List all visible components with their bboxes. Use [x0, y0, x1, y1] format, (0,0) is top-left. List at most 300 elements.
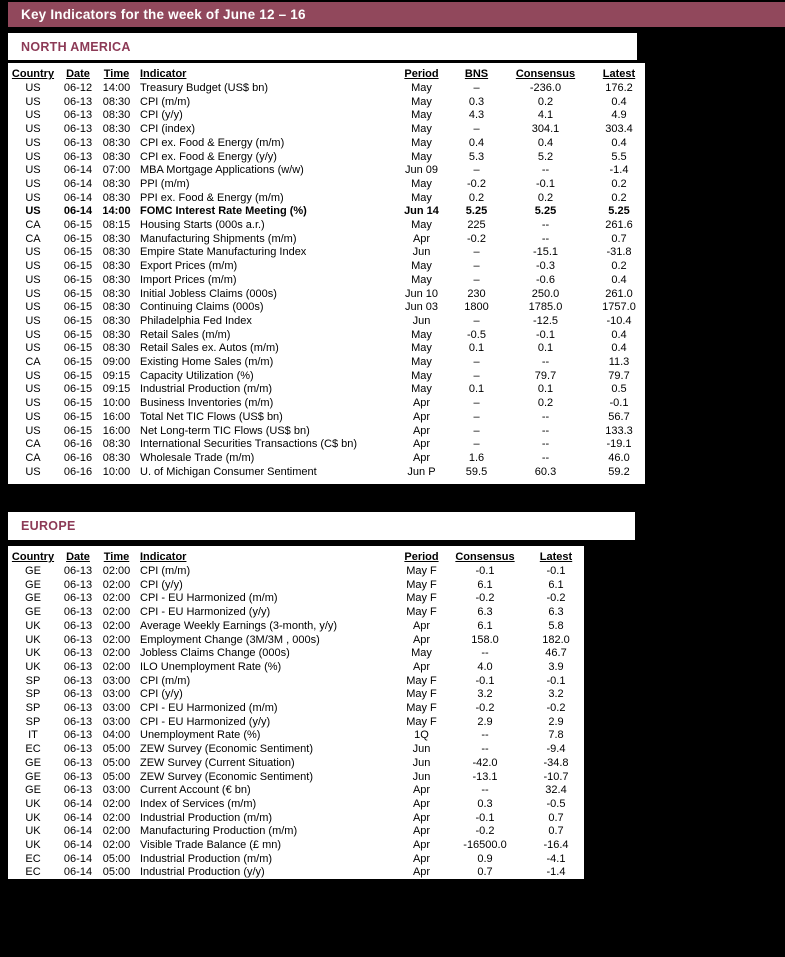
cell: -- — [541, 219, 550, 232]
cell: PPI ex. Food & Energy (m/m) — [140, 191, 284, 204]
cell: 0.4 — [611, 136, 627, 149]
cell: 06-13 — [63, 633, 93, 646]
cell: UK — [25, 839, 41, 852]
cell: -0.1 — [475, 674, 495, 687]
cell: Jun — [412, 756, 431, 769]
table-row — [8, 274, 650, 288]
cell: 0.7 — [477, 866, 493, 879]
cell: Apr — [412, 619, 431, 632]
cell: CA — [25, 219, 41, 232]
cell: -16.4 — [543, 839, 569, 852]
table-row — [8, 329, 650, 343]
cell: CPI - EU Harmonized (m/m) — [140, 702, 278, 715]
cell: Industrial Production (m/m) — [140, 811, 273, 824]
cell: US — [25, 410, 41, 423]
cell: -- — [541, 438, 550, 451]
cell: -0.1 — [536, 328, 555, 341]
cell: 02:00 — [102, 592, 131, 605]
cell: 0.4 — [611, 328, 627, 341]
table-row — [8, 260, 650, 274]
cell: 1Q — [414, 729, 429, 742]
cell: FOMC Interest Rate Meeting (%) — [140, 205, 307, 218]
cell: US — [25, 150, 41, 163]
cell: 6.1 — [477, 578, 493, 591]
cell: Total Net TIC Flows (US$ bn) — [140, 410, 283, 423]
cell: -- — [481, 743, 489, 756]
cell: UK — [25, 647, 41, 660]
column-header: Time — [103, 551, 130, 563]
table-row — [8, 606, 589, 620]
cell: 06-15 — [63, 232, 93, 245]
cell: – — [473, 369, 480, 382]
header-row — [8, 65, 650, 82]
cell: May F — [406, 702, 437, 715]
cell: International Securities Transactions (C$ bn) — [140, 438, 358, 451]
cell: 133.3 — [605, 424, 633, 437]
table-row — [8, 757, 589, 771]
cell: US — [25, 301, 41, 314]
cell: -0.1 — [609, 397, 629, 410]
cell: -12.5 — [532, 314, 559, 327]
cell: Housing Starts (000s a.r.) — [140, 219, 265, 232]
cell: 261.6 — [605, 219, 633, 232]
cell: 06-15 — [63, 342, 93, 355]
cell: 06-13 — [63, 619, 93, 632]
table-row — [8, 356, 650, 370]
cell: – — [473, 273, 480, 286]
cell: 02:00 — [102, 633, 131, 646]
cell: 02:00 — [102, 660, 131, 673]
cell: 6.3 — [477, 606, 493, 619]
cell: -0.2 — [475, 702, 495, 715]
cell: US — [25, 95, 41, 108]
cell: – — [473, 164, 480, 177]
cell: Visible Trade Balance (£ mn) — [140, 839, 282, 852]
header-row — [8, 548, 589, 565]
cell: 02:00 — [102, 647, 131, 660]
cell: US — [25, 123, 41, 136]
cell: 05:00 — [102, 756, 131, 769]
cell: 06-16 — [63, 465, 93, 478]
table-row — [8, 634, 589, 648]
europe-table-panel — [8, 546, 584, 879]
cell: May F — [406, 688, 437, 701]
table-row — [8, 288, 650, 302]
cell: – — [473, 438, 480, 451]
cell: 14:00 — [102, 82, 131, 94]
cell: May — [411, 136, 432, 149]
cell: 176.2 — [605, 82, 633, 94]
cell: 05:00 — [102, 866, 131, 879]
cell: 46.0 — [608, 451, 630, 464]
cell: 59.2 — [608, 465, 630, 478]
table-row — [8, 853, 589, 867]
cell: 2.9 — [548, 715, 564, 728]
cell: EC — [25, 743, 41, 756]
cell: 0.1 — [468, 342, 485, 355]
table-row — [8, 771, 589, 785]
table-row — [8, 729, 589, 743]
cell: 3.2 — [477, 688, 493, 701]
cell: 06-15 — [63, 369, 93, 382]
cell: -0.2 — [475, 592, 495, 605]
table-row — [8, 743, 589, 757]
cell: CPI (m/m) — [140, 565, 191, 577]
cell: 6.1 — [477, 619, 493, 632]
cell: – — [473, 260, 480, 273]
cell: 0.7 — [548, 825, 564, 838]
table-row — [8, 178, 650, 192]
cell: 08:30 — [102, 301, 131, 314]
cell: 06-14 — [63, 839, 93, 852]
cell: 230 — [467, 287, 486, 300]
cell: 0.4 — [468, 136, 485, 149]
cell: 0.2 — [537, 397, 554, 410]
cell: 0.2 — [611, 260, 627, 273]
cell: -- — [481, 729, 489, 742]
cell: 06-15 — [63, 260, 93, 273]
column-header: Country — [11, 68, 55, 80]
cell: US — [25, 424, 41, 437]
cell: Apr — [412, 424, 431, 437]
cell: 08:30 — [102, 438, 131, 451]
cell: GE — [25, 756, 41, 769]
cell: -0.2 — [546, 702, 566, 715]
table-row — [8, 839, 589, 853]
cell: US — [25, 205, 41, 218]
cell: 02:00 — [102, 811, 131, 824]
table-row — [8, 579, 589, 593]
cell: 06-15 — [63, 424, 93, 437]
cell: Jobless Claims Change (000s) — [140, 647, 290, 660]
cell: 4.3 — [468, 109, 485, 122]
table-row — [8, 466, 650, 480]
cell: Index of Services (m/m) — [140, 797, 257, 810]
cell: 7.8 — [548, 729, 564, 742]
table-row — [8, 397, 650, 411]
cell: 06-15 — [63, 383, 93, 396]
cell: 02:00 — [102, 619, 131, 632]
table-row — [8, 370, 650, 384]
cell: Apr — [412, 451, 431, 464]
cell: Apr — [412, 232, 431, 245]
cell: 4.1 — [537, 109, 554, 122]
column-header: Country — [11, 551, 55, 563]
cell: 02:00 — [102, 825, 131, 838]
cell: 1.6 — [468, 451, 485, 464]
cell: GE — [25, 784, 41, 797]
cell: 06-13 — [63, 729, 93, 742]
cell: 06-13 — [63, 743, 93, 756]
cell: Apr — [412, 438, 431, 451]
cell: 09:15 — [102, 383, 131, 396]
cell: -- — [541, 164, 550, 177]
report-title-bar — [8, 2, 785, 27]
cell: Jun — [412, 743, 431, 756]
cell: UK — [25, 797, 41, 810]
cell: GE — [25, 565, 41, 577]
cell: UK — [25, 633, 41, 646]
cell: 06-13 — [63, 756, 93, 769]
cell: May — [411, 328, 432, 341]
cell: US — [25, 287, 41, 300]
cell: 06-15 — [63, 246, 93, 259]
cell: CPI - EU Harmonized (y/y) — [140, 606, 271, 619]
table-row — [8, 164, 650, 178]
cell: 0.2 — [537, 95, 554, 108]
cell: May — [411, 95, 432, 108]
cell: 0.7 — [611, 232, 627, 245]
cell: -16500.0 — [463, 839, 507, 852]
cell: 08:30 — [102, 451, 131, 464]
cell: 08:30 — [102, 136, 131, 149]
cell: -34.8 — [543, 756, 569, 769]
cell: May — [411, 150, 432, 163]
cell: Manufacturing Shipments (m/m) — [140, 232, 297, 245]
cell: 06-13 — [63, 578, 93, 591]
cell: May — [411, 260, 432, 273]
cell: 11.3 — [608, 356, 630, 369]
cell: UK — [25, 825, 41, 838]
cell: 06-13 — [63, 647, 93, 660]
cell: 261.0 — [605, 287, 633, 300]
cell: CPI (y/y) — [140, 578, 183, 591]
cell: 06-13 — [63, 95, 93, 108]
cell: 06-13 — [63, 150, 93, 163]
cell: 225 — [467, 219, 486, 232]
cell: US — [25, 260, 41, 273]
cell: 0.5 — [611, 383, 627, 396]
cell: 08:30 — [102, 260, 131, 273]
cell: -0.6 — [536, 273, 555, 286]
cell: Employment Change (3M/3M , 000s) — [140, 633, 320, 646]
cell: Jun — [412, 246, 431, 259]
cell: 08:30 — [102, 342, 131, 355]
cell: 6.3 — [548, 606, 564, 619]
cell: May F — [406, 674, 437, 687]
cell: 5.2 — [537, 150, 554, 163]
cell: 304.1 — [531, 123, 560, 136]
cell: 08:30 — [102, 232, 131, 245]
cell: MBA Mortgage Applications (w/w) — [140, 164, 304, 177]
cell: 02:00 — [102, 797, 131, 810]
cell: CPI - EU Harmonized (y/y) — [140, 715, 271, 728]
cell: – — [473, 356, 480, 369]
cell: U. of Michigan Consumer Sentiment — [140, 465, 317, 478]
cell: 1757.0 — [602, 301, 636, 314]
cell: Jun — [412, 314, 431, 327]
cell: 32.4 — [545, 784, 567, 797]
cell: – — [473, 314, 480, 327]
cell: 2.9 — [477, 715, 493, 728]
europe-table — [8, 548, 589, 880]
cell: CPI ex. Food & Energy (y/y) — [140, 150, 277, 163]
page-title: Key Indicators for the week of June 12 – 16 — [21, 7, 306, 22]
cell: 08:30 — [102, 95, 131, 108]
cell: GE — [25, 606, 41, 619]
cell: -0.1 — [546, 674, 566, 687]
cell: Philadelphia Fed Index — [140, 314, 252, 327]
cell: 59.5 — [465, 465, 488, 478]
cell: -10.7 — [543, 770, 569, 783]
cell: 06-13 — [63, 109, 93, 122]
cell: – — [473, 82, 480, 94]
column-header: Latest — [539, 551, 573, 563]
table-row — [8, 716, 589, 730]
cell: GE — [25, 592, 41, 605]
cell: Treasury Budget (US$ bn) — [140, 82, 268, 94]
cell: -4.1 — [546, 852, 566, 865]
table-row — [8, 192, 650, 206]
cell: GE — [25, 770, 41, 783]
cell: 1785.0 — [528, 301, 563, 314]
cell: 02:00 — [102, 606, 131, 619]
column-header: Date — [66, 68, 90, 80]
table-row — [8, 315, 650, 329]
cell: Unemployment Rate (%) — [140, 729, 261, 742]
cell: -31.8 — [606, 246, 632, 259]
cell: US — [25, 273, 41, 286]
cell: US — [25, 383, 41, 396]
cell: 1800 — [464, 301, 489, 314]
cell: Initial Jobless Claims (000s) — [140, 287, 277, 300]
cell: -0.5 — [546, 797, 566, 810]
cell: 06-13 — [63, 715, 93, 728]
cell: 0.2 — [611, 191, 627, 204]
cell: May F — [406, 592, 437, 605]
cell: May — [411, 342, 432, 355]
table-row — [8, 383, 650, 397]
table-row — [8, 342, 650, 356]
cell: 16:00 — [102, 424, 131, 437]
cell: -1.4 — [609, 164, 629, 177]
cell: 05:00 — [102, 852, 131, 865]
cell: – — [473, 246, 480, 259]
north-america-table-panel — [8, 63, 645, 484]
cell: 0.3 — [477, 797, 493, 810]
cell: US — [25, 465, 41, 478]
cell: -0.2 — [467, 232, 486, 245]
cell: Industrial Production (m/m) — [140, 383, 273, 396]
cell: – — [473, 123, 480, 136]
table-row — [8, 205, 650, 219]
cell: 08:30 — [102, 109, 131, 122]
cell: Apr — [412, 825, 431, 838]
cell: US — [25, 82, 41, 94]
cell: IT — [28, 729, 38, 742]
cell: Current Account (€ bn) — [140, 784, 251, 797]
cell: 06-15 — [63, 287, 93, 300]
cell: 06-15 — [63, 356, 93, 369]
cell: Retail Sales ex. Autos (m/m) — [140, 342, 279, 355]
cell: SP — [25, 715, 41, 728]
cell: CPI (index) — [140, 123, 196, 136]
cell: 08:30 — [102, 246, 131, 259]
cell: Apr — [412, 397, 431, 410]
cell: May — [411, 82, 432, 94]
cell: Net Long-term TIC Flows (US$ bn) — [140, 424, 310, 437]
cell: 08:30 — [102, 123, 131, 136]
cell: May — [411, 219, 432, 232]
cell: May F — [406, 578, 437, 591]
cell: -- — [541, 356, 550, 369]
cell: CPI (m/m) — [140, 674, 191, 687]
cell: Jun — [412, 770, 431, 783]
cell: -0.2 — [546, 592, 566, 605]
cell: 60.3 — [534, 465, 557, 478]
cell: -0.3 — [536, 260, 555, 273]
column-header: BNS — [464, 68, 489, 80]
cell: -42.0 — [472, 756, 498, 769]
table-row — [8, 661, 589, 675]
cell: 10:00 — [102, 465, 131, 478]
cell: 79.7 — [608, 369, 630, 382]
table-row — [8, 620, 589, 634]
cell: 4.0 — [477, 660, 493, 673]
cell: SP — [25, 702, 41, 715]
cell: 07:00 — [102, 164, 131, 177]
cell: -10.4 — [606, 314, 632, 327]
cell: 0.4 — [537, 136, 554, 149]
cell: Retail Sales (m/m) — [140, 328, 231, 341]
cell: Import Prices (m/m) — [140, 273, 237, 286]
cell: Jun 03 — [404, 301, 439, 314]
cell: Jun 09 — [404, 164, 439, 177]
table-row — [8, 438, 650, 452]
cell: 5.25 — [534, 205, 557, 218]
cell: 02:00 — [102, 839, 131, 852]
cell: -0.2 — [467, 177, 486, 190]
table-row — [8, 151, 650, 165]
cell: 08:30 — [102, 314, 131, 327]
cell: May — [411, 369, 432, 382]
table-row — [8, 96, 650, 110]
cell: US — [25, 164, 41, 177]
table-row — [8, 425, 650, 439]
cell: 03:00 — [102, 674, 131, 687]
cell: Apr — [412, 784, 431, 797]
cell: CPI (m/m) — [140, 95, 191, 108]
cell: 06-13 — [63, 606, 93, 619]
cell: 06-14 — [63, 177, 93, 190]
cell: 46.7 — [545, 647, 567, 660]
cell: Manufacturing Production (m/m) — [140, 825, 298, 838]
cell: 0.4 — [611, 95, 627, 108]
cell: May — [411, 383, 432, 396]
cell: -- — [541, 424, 550, 437]
cell: 06-14 — [63, 191, 93, 204]
cell: 79.7 — [534, 369, 557, 382]
table-row — [8, 688, 589, 702]
cell: EC — [25, 852, 41, 865]
table-row — [8, 825, 589, 839]
cell: 05:00 — [102, 743, 131, 756]
table-row — [8, 592, 589, 606]
cell: -0.1 — [546, 565, 566, 577]
cell: -19.1 — [606, 438, 632, 451]
cell: US — [25, 136, 41, 149]
cell: 06-13 — [63, 136, 93, 149]
cell: 06-13 — [63, 592, 93, 605]
cell: US — [25, 109, 41, 122]
north-america-table — [8, 65, 650, 479]
cell: Apr — [412, 839, 431, 852]
table-row — [8, 565, 589, 579]
cell: 08:30 — [102, 177, 131, 190]
cell: 06-14 — [63, 866, 93, 879]
cell: 05:00 — [102, 770, 131, 783]
cell: Export Prices (m/m) — [140, 260, 238, 273]
